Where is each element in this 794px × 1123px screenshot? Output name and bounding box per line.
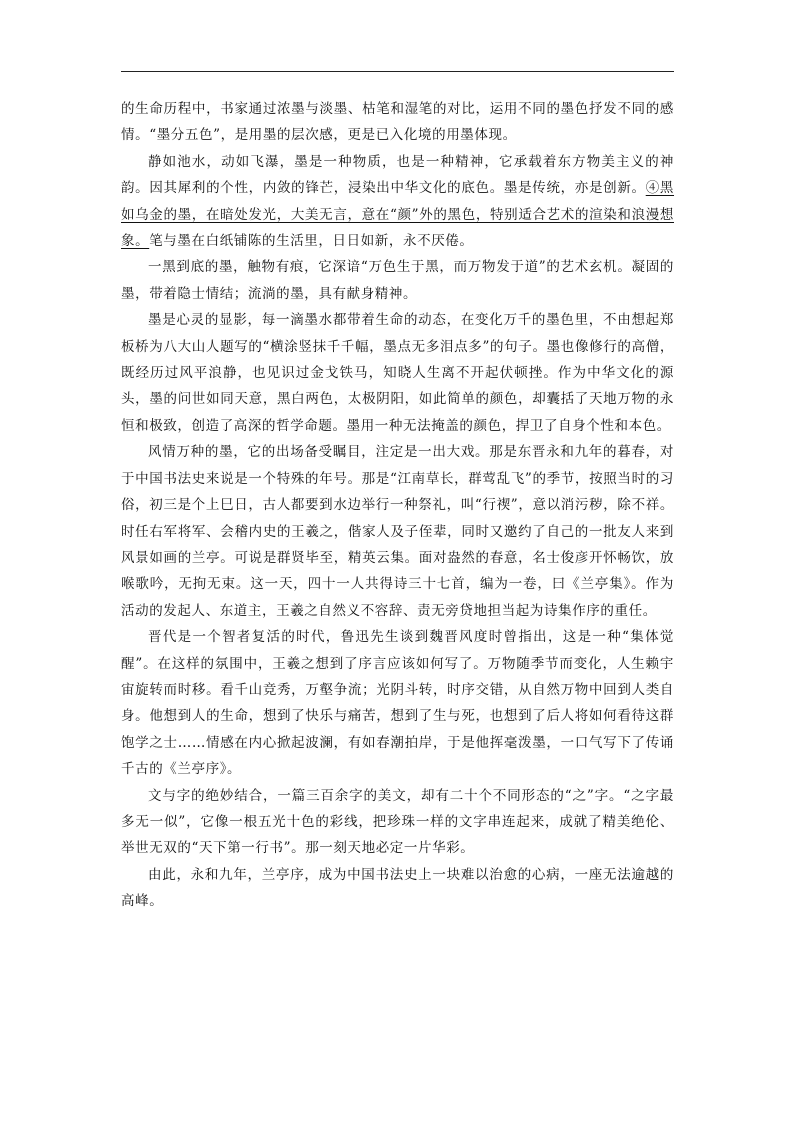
paragraph-2-text-before: 静如池水，动如飞瀑，墨是一种物质，也是一种精神，它承载着东方物美主义的神韵。因其犀利的个性，内敛的锋芒，浸染出中华文化的底色。墨是传统，亦是创新。 <box>121 153 674 197</box>
paragraph-7: 文与字的绝妙结合，一篇三百余字的美文，却有二十个不同形态的“之”字。“之字最多无一似”，它像一根五光十色的彩线，把珍珠一样的文字串连起来，成就了精美绝伦、举世无双的“天下第一行书”。那一刻天地必定一片华彩。 <box>121 787 674 857</box>
paragraph-2-text-after: 笔与墨在白纸铺陈的生活里，日日如新，永不厌倦。 <box>149 233 474 250</box>
header-rule <box>121 71 674 72</box>
paragraph-8: 由此，永和九年，兰亭序，成为中国书法史上一块难以治愈的心病，一座无法逾越的高峰。 <box>121 866 674 910</box>
underlined-sentence-4: ④黑如乌金的墨，在暗处发光，大美无言，意在“颜”外的黑色，特别适合艺术的渲染和浪漫想象。 <box>121 180 675 250</box>
paragraph-5: 风情万种的墨，它的出场备受瞩目，注定是一出大戏。那是东晋永和九年的暮春，对于中国书法史来说是一个特殊的年号。那是“江南草长，群莺乱飞”的季节，按照当时的习俗，初三是个上巳日，古人都要到水边举行一种祭礼，叫“行禊”，意以消污秽，除不祥。时任右军将军、会稽内史的王羲之，偕家人及子侄辈，同时又邀约了自己的一批友人来到风景如画的兰亭。可说是群贤毕至，精英云集。面对盎然的春意，名士俊彦开怀畅饮，放喉歌吟，无拘无束。这一天，四十一人共得诗三十七首，编为一卷，曰《兰亭集》。作为活动的发起人、东道主，王羲之自然义不容辞、责无旁贷地担当起为诗集作序的重任。 <box>121 444 674 619</box>
paragraph-1: 的生命历程中，书家通过浓墨与淡墨、枯笔和湿笔的对比，运用不同的墨色抒发不同的感情。“墨分五色”，是用墨的层次感，更是已入化境的用墨体现。 <box>121 101 674 144</box>
paragraph-2 <box>121 149 674 255</box>
article-body <box>121 96 674 915</box>
paragraph-6: 晋代是一个智者复活的时代，鲁迅先生谈到魏晋风度时曾指出，这是一种“集体觉醒”。在这样的氛围中，王羲之想到了序言应该如何写了。万物随季节而变化，人生赖宇宙旋转而时移。看千山竞秀，万壑争流；光阴斗转，时序交错，从自然万物中回到人类自身。他想到人的生命，想到了快乐与痛苦，想到了生与死，也想到了后人将如何看待这群饱学之士……情感在内心掀起波澜，有如春潮拍岸，于是他挥毫泼墨，一口气写下了传诵千古的《兰亭序》。 <box>121 629 674 778</box>
paragraph-4: 墨是心灵的显影，每一滴墨水都带着生命的动态，在变化万千的墨色里，不由想起郑板桥为八大山人题写的“横涂竖抹千千幅，墨点无多泪点多”的句子。墨也像修行的高僧，既经历过风平浪静，也见识过金戈铁马，知晓人生离不开起伏顿挫。作为中华文化的源头，墨的问世如同天意，黑白两色，太极阴阳，如此简单的颜色，却囊括了天地万物的永恒和极致，创造了高深的哲学命题。墨用一种无法掩盖的颜色，捍卫了自身个性和本色。 <box>121 312 674 434</box>
paragraph-3: 一黑到底的墨，触物有痕，它深谙“万色生于黑，而万物发于道”的艺术玄机。凝固的墨，带着隐士情结；流淌的墨，具有献身精神。 <box>121 259 674 302</box>
